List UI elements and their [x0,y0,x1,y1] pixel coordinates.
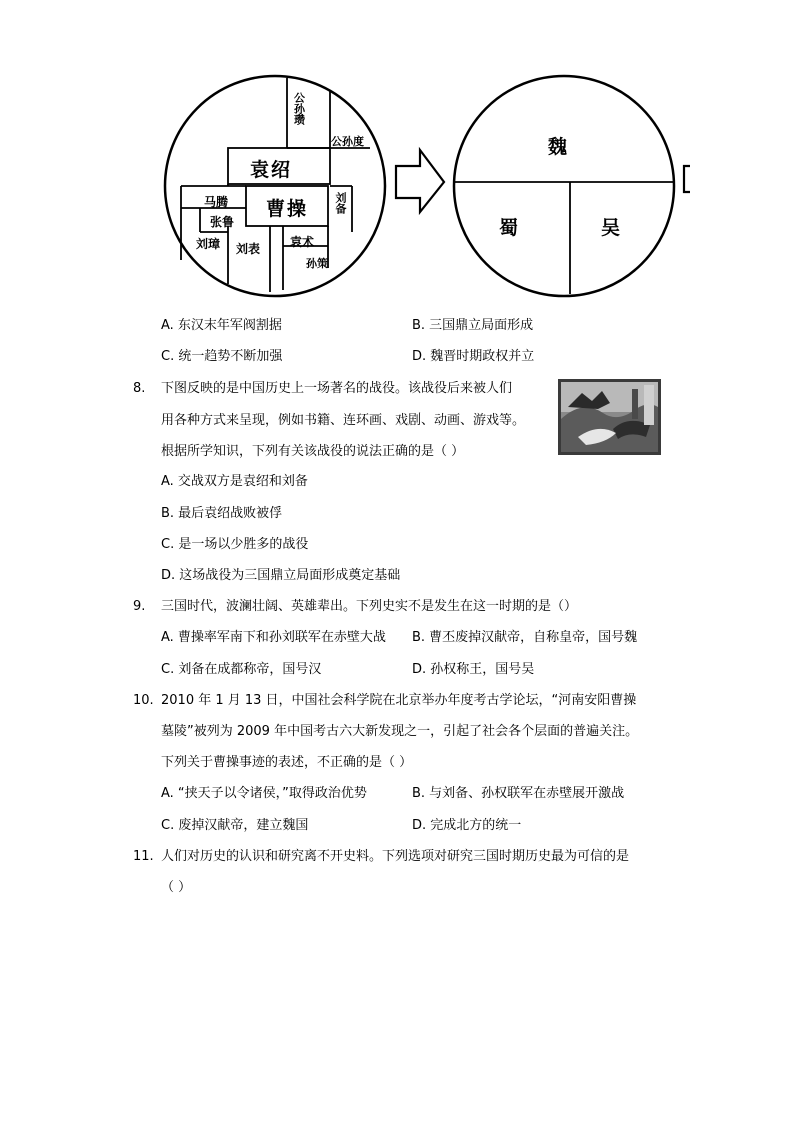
three-kingdoms-map [454,76,674,296]
warlord-map [165,76,385,296]
label-shu: 蜀 [499,217,519,239]
q7-option-d: D. 魏晋时期政权并立 [412,349,535,364]
three-kingdoms-figure [0,0,794,300]
q10-option-c: C. 废掉汉献帝，建立魏国 [161,818,309,833]
q11-stem-line-2: （ ） [161,880,192,895]
q7-option-a: A. 东汉末年军阀割据 [161,318,282,333]
label-sun-ce: 孙策 [306,257,328,270]
q8-number: 8. [133,381,146,396]
q10-option-b: B. 与刘备、孙权联军在赤壁展开激战 [412,786,625,801]
q10-number: 10. [133,693,154,708]
q9-stem: 三国时代，波澜壮阔、英雄辈出。下列史实不是发生在这一时期的是（） [161,599,578,614]
q10-option-a: A. “挟天子以令诸侯，”取得政治优势 [161,786,367,801]
q9-number: 9. [133,599,146,614]
q10-stem-line-3: 下列关于曹操事迹的表述，不正确的是（ ） [161,755,413,770]
label-yuan-shao: 袁绍 [250,159,293,181]
q8-option-a: A. 交战双方是袁绍和刘备 [161,474,308,489]
label-wei: 魏 [548,136,568,158]
transition-arrow-icon [396,150,444,212]
label-liu-zhang: 刘璋 [196,237,221,251]
label-gongsun-du: 公孙度 [331,135,364,148]
label-gongsun-zan: 公孙瓒 [292,92,306,125]
battle-picture [558,379,661,455]
label-zhang-lu: 张鲁 [210,215,235,229]
q9-option-b: B. 曹丕废掉汉献帝，自称皇帝，国号魏 [412,630,638,645]
q8-stem-line-2: 用各种方式来呈现，例如书籍、连环画、戏剧、动画、游戏等。 [161,413,526,428]
q9-option-d: D. 孙权称王，国号吴 [412,662,535,677]
q7-option-b: B. 三国鼎立局面形成 [412,318,534,333]
q8-option-d: D. 这场战役为三国鼎立局面形成奠定基础 [161,568,401,583]
label-ma-teng: 马腾 [204,195,229,209]
label-liu-biao: 刘表 [236,242,261,256]
q8-stem-line-1: 下图反映的是中国历史上一场著名的战役。该战役后来被人们 [161,381,513,396]
q10-stem-line-1: 2010 年 1 月 13 日，中国社会科学院在北京举办年度考古学论坛，“河南安阳曹操 [161,693,637,708]
q9-option-a: A. 曹操率军南下和孙刘联军在赤壁大战 [161,630,386,645]
q11-number: 11. [133,849,154,864]
label-liu-bei: 刘备 [334,192,347,214]
q9-option-c: C. 刘备在成都称帝，国号汉 [161,662,322,677]
label-cao-cao: 曹操 [266,198,309,220]
q8-option-c: C. 是一场以少胜多的战役 [161,537,309,552]
label-wu: 吴 [601,217,621,239]
q10-option-d: D. 完成北方的统一 [412,818,522,833]
q7-option-c: C. 统一趋势不断加强 [161,349,283,364]
clipped-bracket [684,166,690,192]
q8-option-b: B. 最后袁绍战败被俘 [161,506,283,521]
q10-stem-line-2: 墓陵”被列为 2009 年中国考古六大新发现之一，引起了社会各个层面的普遍关注。 [161,724,639,739]
q8-stem-line-3: 根据所学知识，下列有关该战役的说法正确的是（ ） [161,444,465,459]
q11-stem-line-1: 人们对历史的认识和研究离不开史料。下列选项对研究三国时期历史最为可信的是 [161,849,630,864]
label-yuan-shu: 袁术 [290,235,315,249]
